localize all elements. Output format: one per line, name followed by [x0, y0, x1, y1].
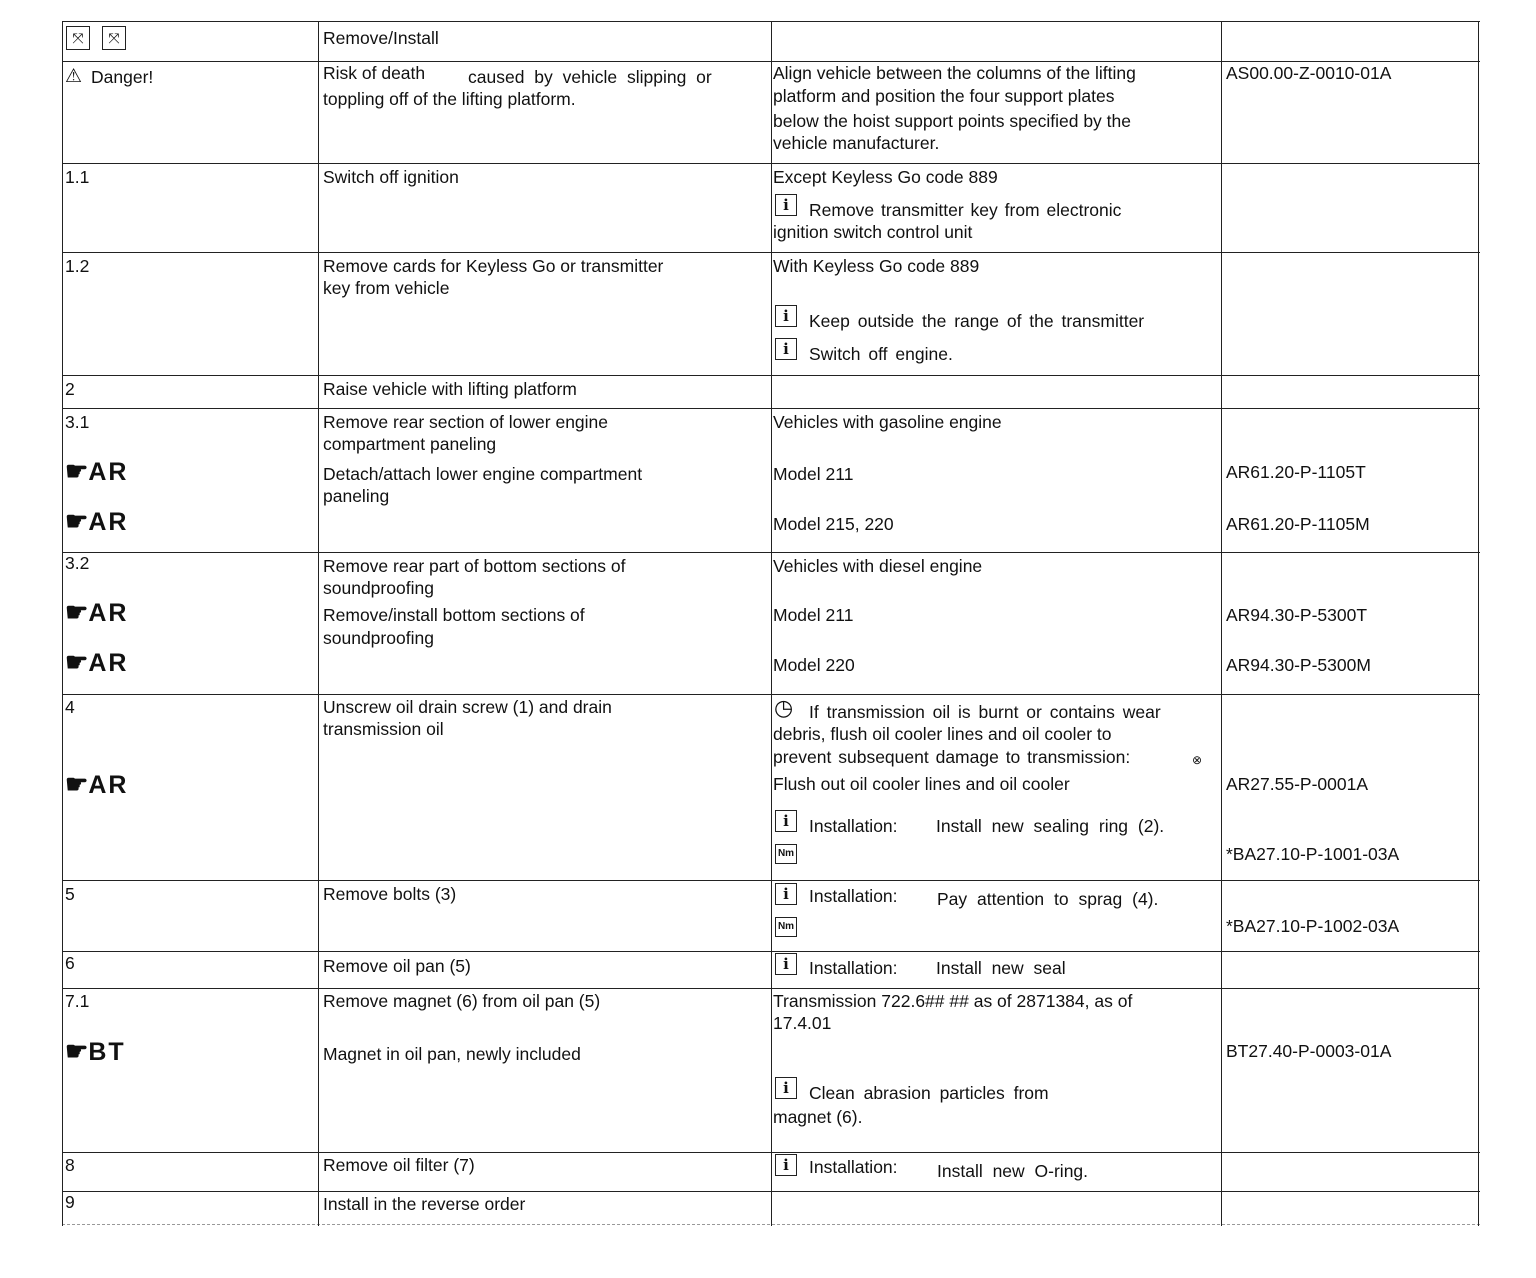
column-divider — [318, 21, 319, 1226]
step-number: 7.1 — [65, 991, 90, 1011]
doc-link[interactable]: AR94.30-P-5300M — [1226, 655, 1371, 675]
warning-note: Flush out oil cooler lines and oil cooler — [773, 774, 1070, 794]
step-action: key from vehicle — [323, 278, 450, 298]
column-divider — [771, 21, 772, 1226]
step-number: 4 — [65, 697, 75, 717]
step-number: 9 — [65, 1192, 75, 1212]
step-action: Remove rear section of lower engine — [323, 412, 609, 432]
step-condition: 17.4.01 — [773, 1013, 832, 1033]
step-condition: Except Keyless Go code 889 — [773, 167, 998, 187]
doc-link[interactable]: AR94.30-P-5300T — [1226, 605, 1368, 625]
link-marker-icon[interactable]: ⊗ — [1192, 753, 1203, 767]
header-title: Remove/Install — [323, 28, 439, 48]
installation-note: Install new seal — [936, 958, 1066, 978]
step-condition: Vehicles with diesel engine — [773, 556, 983, 576]
ref-code: AR — [88, 649, 129, 677]
sub-action: Magnet in oil pan, newly included — [323, 1044, 581, 1064]
danger-instruction: below the hoist support points specified by the — [773, 111, 1131, 131]
step-action: Remove bolts (3) — [323, 884, 457, 904]
installation-note: Install new O-ring. — [937, 1161, 1089, 1181]
model-label: Model 211 — [773, 605, 854, 625]
doc-link[interactable]: BT27.40-P-0003-01A — [1226, 1041, 1392, 1061]
danger-instruction: Align vehicle between the columns of the lifting — [773, 63, 1136, 83]
installation-label: Installation: — [809, 886, 898, 906]
hand-pointer-icon: ☛ — [65, 506, 89, 536]
danger-label: Danger! — [91, 67, 154, 87]
step-action: Remove rear part of bottom sections of — [323, 556, 626, 576]
hand-pointer-icon: ☛ — [65, 597, 89, 627]
step-action: Remove cards for Keyless Go or transmitter — [323, 256, 664, 276]
column-divider — [1478, 21, 1479, 1226]
torque-icon[interactable]: Nm — [775, 844, 797, 864]
danger-instruction: vehicle manufacturer. — [773, 133, 940, 153]
sub-action: soundproofing — [323, 628, 434, 648]
expand-icon[interactable]: ⤧ — [66, 26, 90, 50]
step-action: Unscrew oil drain screw (1) and drain — [323, 697, 612, 717]
step-condition: With Keyless Go code 889 — [773, 256, 980, 276]
repair-procedure-table — [62, 21, 1480, 1226]
info-note: Switch off engine. — [809, 344, 953, 364]
hand-pointer-icon: ☛ — [65, 647, 89, 677]
ref-code: BT — [88, 1038, 126, 1066]
ar-reference[interactable] — [65, 456, 128, 487]
ar-reference[interactable] — [65, 597, 128, 628]
hand-pointer-icon: ☛ — [65, 769, 89, 799]
clock-warning-icon: ◷ — [774, 695, 794, 720]
info-note: ignition switch control unit — [773, 222, 973, 242]
info-icon: i — [775, 305, 797, 327]
step-action: soundproofing — [323, 578, 434, 598]
collapse-icon[interactable]: ⤧ — [102, 26, 126, 50]
info-note: magnet (6). — [773, 1107, 863, 1127]
bt-reference[interactable] — [65, 1036, 126, 1067]
risk-text-2: toppling off of the lifting platform. — [323, 89, 576, 109]
info-icon: i — [775, 338, 797, 360]
info-icon: i — [775, 883, 797, 905]
step-number: 1.1 — [65, 167, 90, 187]
warning-icon: ⚠ — [65, 66, 83, 87]
info-note: Clean abrasion particles from — [809, 1083, 1049, 1103]
step-number: 6 — [65, 953, 75, 973]
doc-link[interactable]: *BA27.10-P-1002-03A — [1226, 916, 1400, 936]
step-number: 8 — [65, 1155, 75, 1175]
model-label: Model 211 — [773, 464, 854, 484]
step-action: Install in the reverse order — [323, 1194, 526, 1214]
sub-action: paneling — [323, 486, 390, 506]
info-icon: i — [775, 1077, 797, 1099]
model-label: Model 220 — [773, 655, 855, 675]
doc-link[interactable]: AR27.55-P-0001A — [1226, 774, 1369, 794]
step-action: Remove magnet (6) from oil pan (5) — [323, 991, 601, 1011]
info-icon: i — [775, 953, 797, 975]
info-note: Remove transmitter key from electronic — [809, 200, 1122, 220]
info-icon: i — [775, 810, 797, 832]
sub-action: Remove/install bottom sections of — [323, 605, 585, 625]
step-action: Raise vehicle with lifting platform — [323, 379, 577, 399]
torque-icon[interactable]: Nm — [775, 917, 797, 937]
step-number: 5 — [65, 884, 75, 904]
installation-note: Pay attention to sprag (4). — [937, 889, 1159, 909]
doc-link[interactable]: *BA27.10-P-1001-03A — [1226, 844, 1400, 864]
info-icon: i — [775, 1154, 797, 1176]
installation-label: Installation: — [809, 958, 898, 978]
installation-label: Installation: — [809, 816, 898, 836]
ref-code: AR — [88, 508, 129, 536]
ref-code: AR — [88, 599, 129, 627]
danger-instruction: platform and position the four support plates — [773, 86, 1115, 106]
warning-note: debris, flush oil cooler lines and oil cooler to — [773, 724, 1112, 744]
warning-note: prevent subsequent damage to transmission: — [773, 747, 1131, 767]
model-label: Model 215, 220 — [773, 514, 894, 534]
step-action: Switch off ignition — [323, 167, 459, 187]
ar-reference[interactable] — [65, 769, 128, 800]
step-action: transmission oil — [323, 719, 444, 739]
step-number: 1.2 — [65, 256, 90, 276]
ar-reference[interactable] — [65, 506, 128, 537]
ar-reference[interactable] — [65, 647, 128, 678]
step-number: 3.2 — [65, 553, 90, 573]
step-condition: Transmission 722.6## ## as of 2871384, as of — [773, 991, 1133, 1011]
ref-code: AR — [88, 771, 129, 799]
info-note: Keep outside the range of the transmitter — [809, 311, 1145, 331]
step-action: Remove oil pan (5) — [323, 956, 471, 976]
step-action: Remove oil filter (7) — [323, 1155, 475, 1175]
info-icon: i — [775, 194, 797, 216]
installation-label: Installation: — [809, 1157, 898, 1177]
step-condition: Vehicles with gasoline engine — [773, 412, 1002, 432]
hand-pointer-icon: ☛ — [65, 456, 89, 486]
column-divider — [62, 21, 63, 1226]
installation-note: Install new sealing ring (2). — [936, 816, 1165, 836]
step-number: 2 — [65, 379, 75, 399]
step-action: compartment paneling — [323, 434, 497, 454]
doc-link[interactable]: AS00.00-Z-0010-01A — [1226, 63, 1392, 83]
risk-text: caused by vehicle slipping or — [468, 67, 712, 87]
doc-link[interactable]: AR61.20-P-1105T — [1226, 462, 1366, 482]
hand-pointer-icon: ☛ — [65, 1036, 89, 1066]
warning-note: If transmission oil is burnt or contains wear — [809, 702, 1161, 722]
ref-code: AR — [88, 458, 129, 486]
doc-link[interactable]: AR61.20-P-1105M — [1226, 514, 1370, 534]
sub-action: Detach/attach lower engine compartment — [323, 464, 643, 484]
step-number: 3.1 — [65, 412, 90, 432]
risk-title: Risk of death — [323, 63, 426, 83]
column-divider — [1221, 21, 1222, 1226]
